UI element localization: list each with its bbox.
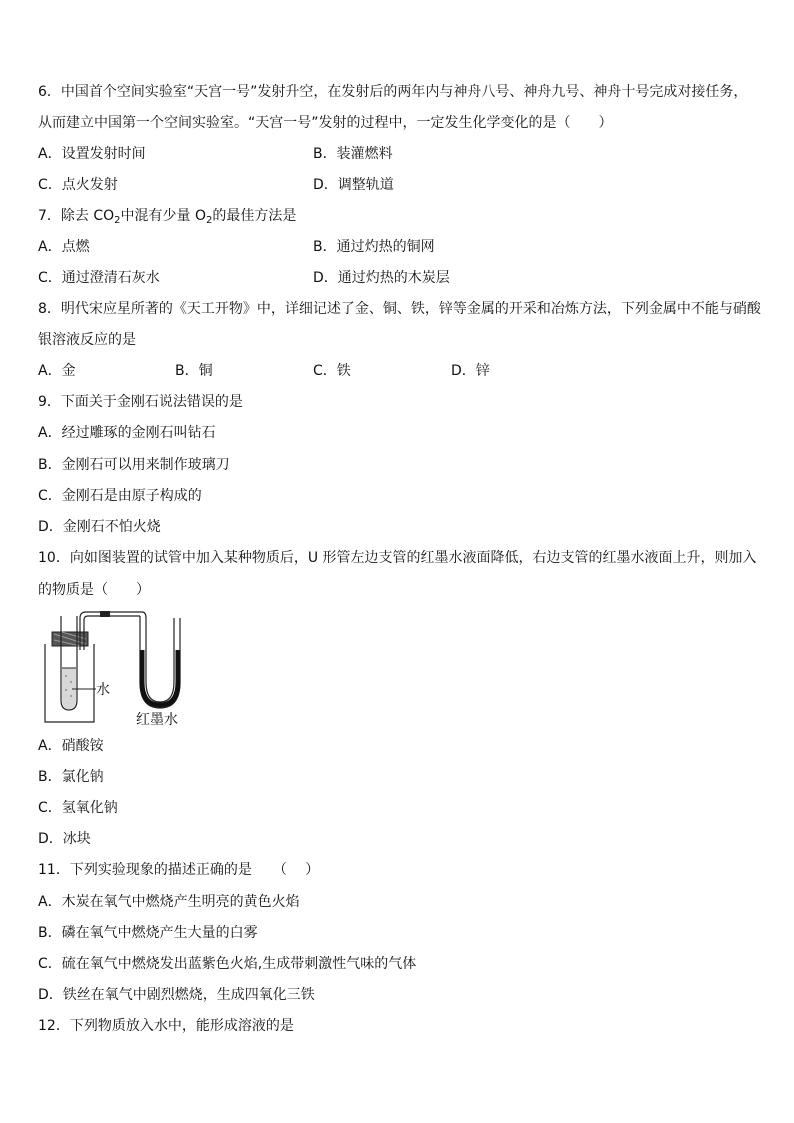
q7-option-b: B．通过灼热的铜网 (313, 239, 435, 255)
q8-option-c: C．铁 (313, 363, 351, 379)
q8-option-b: B．铜 (175, 363, 213, 379)
rubber-connector (100, 611, 110, 617)
q6-option-d: D．调整轨道 (313, 177, 394, 193)
q6-option-a: A．设置发射时间 (38, 146, 146, 162)
q11-option-d: D．铁丝在氧气中剧烈燃烧，生成四氧化三铁 (38, 987, 315, 1003)
q6-option-c: C．点火发射 (38, 177, 118, 193)
q8-stem-line1: 8．明代宋应星所著的《天工开物》中，详细记述了金、铜、铁，锌等金属的开采和冶炼方法，下列金属中不能与硝酸 (38, 301, 761, 317)
q10-stem-line2: 的物质是（ ） (38, 582, 150, 598)
q9-stem: 9．下面关于金刚石说法错误的是 (38, 394, 243, 410)
water-label: 水 (96, 682, 110, 698)
q10-option-c: C．氢氧化钠 (38, 800, 118, 816)
q9-option-c: C．金刚石是由原子构成的 (38, 488, 202, 504)
q8-option-a: A．金 (38, 363, 76, 379)
q7-option-c: C．通过澄清石灰水 (38, 270, 160, 286)
q10-stem-line1: 10．向如图装置的试管中加入某种物质后，U 形管左边支管的红墨水液面降低，右边支管的红墨水液面上升，则加入 (38, 550, 757, 566)
q11-stem: 11．下列实验现象的描述正确的是 （ ） (38, 862, 320, 878)
q7-subscript-1: 2 (114, 215, 121, 226)
q9-option-b: B．金刚石可以用来制作玻璃刀 (38, 457, 230, 473)
q10-option-b: B．氯化钠 (38, 769, 104, 785)
q12-stem: 12．下列物质放入水中，能形成溶液的是 (38, 1018, 294, 1034)
q11-option-a: A．木炭在氧气中燃烧产生明亮的黄色火焰 (38, 894, 300, 910)
q6-option-b: B．装灌燃料 (313, 146, 393, 162)
q9-option-a: A．经过雕琢的金刚石叫钻石 (38, 425, 216, 441)
q7-option-a: A．点燃 (38, 239, 90, 255)
q7-stem (38, 206, 296, 226)
red-ink-label: 红墨水 (136, 712, 178, 728)
q7-stem-part3: 的最佳方法是 (212, 208, 297, 224)
red-ink (142, 650, 178, 705)
q9-option-d: D．金刚石不怕火烧 (38, 519, 161, 535)
q7-stem-part2: 中混有少量 O (120, 208, 207, 224)
q7-option-d: D．通过灼热的木炭层 (313, 270, 450, 286)
q6-stem-line2: 从而建立中国第一个空间实验室。“天宫一号”发射的过程中，一定发生化学变化的是（ ） (38, 115, 613, 131)
apparatus-figure (36, 610, 196, 730)
u-tube-outer (142, 612, 174, 702)
q7-subscript-2: 2 (206, 215, 213, 226)
q6-stem-line1: 6．中国首个空间实验室“天宫一号”发射升空，在发射后的两年内与神舟八号、神舟九号、神舟十号完成对接任务， (38, 84, 748, 100)
q8-stem-line2: 银溶液反应的是 (38, 332, 136, 348)
q10-option-a: A．硝酸铵 (38, 738, 104, 754)
q11-option-c: C．硫在氧气中燃烧发出蓝紫色火焰,生成带刺激性气味的气体 (38, 956, 417, 972)
q7-stem-part1: 7．除去 CO (38, 208, 115, 224)
q11-option-b: B．磷在氧气中燃烧产生大量的白雾 (38, 925, 258, 941)
q10-option-d: D．冰块 (38, 831, 91, 847)
q8-option-d: D．锌 (451, 363, 490, 379)
